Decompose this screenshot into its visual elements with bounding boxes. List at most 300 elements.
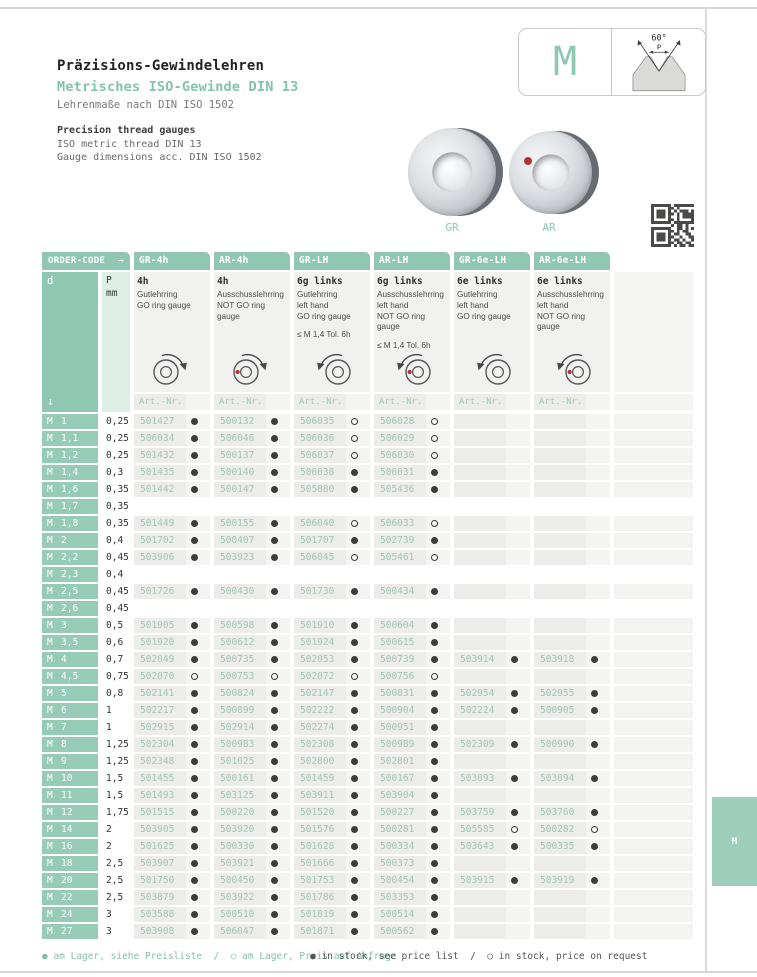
art-nr-cell <box>134 448 210 463</box>
art-nr-cell <box>454 890 530 905</box>
art-nr-cell <box>134 482 210 497</box>
article-number: 500612 <box>220 637 255 648</box>
art-nr-cell <box>374 822 450 837</box>
stock-dot-filled <box>431 707 438 714</box>
art-nr-cell <box>534 601 610 616</box>
art-nr-cell <box>214 567 290 582</box>
stock-dot-hollow <box>431 452 438 459</box>
article-number: 500562 <box>380 926 415 937</box>
row-label: M 2,5 <box>42 584 98 599</box>
article-number: 500831 <box>380 688 415 699</box>
art-nr-cell <box>214 601 290 616</box>
article-number: 506038 <box>300 467 335 478</box>
article-number: 500281 <box>380 824 415 835</box>
trailing-cell <box>614 720 693 735</box>
art-nr-cell <box>134 720 210 735</box>
art-nr-label: Art.-Nr. <box>374 394 450 410</box>
stock-dot-filled <box>511 656 518 663</box>
stock-dot-filled <box>431 469 438 476</box>
art-nr-cell <box>214 771 290 786</box>
table-row <box>42 686 693 701</box>
ring-ccw-dot-icon <box>550 351 594 391</box>
stock-dot-filled <box>271 537 278 544</box>
art-nr-cell <box>294 465 370 480</box>
art-nr-cell <box>454 686 530 701</box>
trailing-cell <box>614 516 693 531</box>
stock-dot-filled <box>191 860 198 867</box>
pitch-value: 2,5 <box>106 858 124 869</box>
art-nr-cell <box>214 890 290 905</box>
stock-dot-filled <box>431 690 438 697</box>
description-line: left hand <box>377 300 409 310</box>
stock-dot-filled <box>431 537 438 544</box>
art-nr-cell <box>134 669 210 684</box>
stock-dot-filled <box>191 639 198 646</box>
trailing-cell <box>614 856 693 871</box>
art-nr-cell <box>454 499 530 514</box>
row-label: M 9 <box>42 754 98 769</box>
table-row <box>42 703 693 718</box>
trailing-cell <box>614 465 693 480</box>
row-label: M 27 <box>42 924 98 939</box>
article-number: 501025 <box>220 756 255 767</box>
article-number: 501625 <box>140 841 175 852</box>
table-row <box>42 550 693 565</box>
article-number: 502217 <box>140 705 175 716</box>
article-number: 500155 <box>220 518 255 529</box>
art-nr-cell <box>374 873 450 888</box>
trailing-cell <box>614 584 693 599</box>
article-number: 506029 <box>380 433 415 444</box>
art-nr-cell <box>374 499 450 514</box>
stock-dot-filled <box>431 724 438 731</box>
art-nr-cell <box>374 414 450 429</box>
stock-dot-filled <box>271 690 278 697</box>
pitch-value: 1 <box>106 705 112 716</box>
stock-dot-filled <box>191 554 198 561</box>
article-number: 501707 <box>300 535 335 546</box>
tolerance-class: 4h <box>137 276 149 287</box>
article-number: 500430 <box>220 586 255 597</box>
art-nr-cell <box>214 924 290 939</box>
art-nr-cell <box>454 448 530 463</box>
art-nr-cell <box>294 822 370 837</box>
stock-dot-filled <box>591 656 598 663</box>
article-number: 500510 <box>220 909 255 920</box>
article-number: 501576 <box>300 824 335 835</box>
article-number: 503093 <box>460 773 495 784</box>
art-nr-cell <box>374 907 450 922</box>
art-nr-cell <box>454 465 530 480</box>
trailing-cell <box>614 788 693 803</box>
art-nr-cell <box>294 414 370 429</box>
table-row <box>42 635 693 650</box>
art-nr-cell <box>534 737 610 752</box>
art-nr-cell <box>214 788 290 803</box>
row-label: M 2,3 <box>42 567 98 582</box>
article-number: 500132 <box>220 416 255 427</box>
description-line: Gutlehrring <box>137 290 178 299</box>
art-nr-cell <box>454 414 530 429</box>
column-description <box>454 272 530 392</box>
row-label: M 11 <box>42 788 98 803</box>
stock-dot-filled <box>351 860 358 867</box>
stock-dot-filled <box>351 792 358 799</box>
art-nr-cell <box>134 550 210 565</box>
art-nr-cell <box>134 822 210 837</box>
table-row <box>42 890 693 905</box>
art-nr-cell <box>374 839 450 854</box>
row-label: M 24 <box>42 907 98 922</box>
art-nr-cell <box>294 669 370 684</box>
stock-dot-filled <box>431 775 438 782</box>
stock-dot-filled <box>431 588 438 595</box>
row-label: M 2,2 <box>42 550 98 565</box>
trailing-cell <box>614 448 693 463</box>
table-row <box>42 839 693 854</box>
article-number: 500373 <box>380 858 415 869</box>
art-nr-cell <box>214 635 290 650</box>
pitch-value: 0,4 <box>106 569 124 580</box>
article-number: 503921 <box>220 858 255 869</box>
trailing-cell <box>614 635 693 650</box>
article-number: 501628 <box>300 841 335 852</box>
pitch-value: 1,75 <box>106 807 129 818</box>
art-nr-cell <box>534 788 610 803</box>
art-nr-cell <box>134 618 210 633</box>
article-number: 503353 <box>380 892 415 903</box>
art-nr-cell <box>374 584 450 599</box>
row-label: M 8 <box>42 737 98 752</box>
art-nr-cell <box>134 924 210 939</box>
stock-dot-filled <box>351 826 358 833</box>
stock-dot-filled <box>191 894 198 901</box>
art-nr-cell <box>534 431 610 446</box>
article-number: 502800 <box>300 756 335 767</box>
art-nr-cell <box>294 499 370 514</box>
art-nr-cell <box>454 431 530 446</box>
article-number: 501910 <box>300 620 335 631</box>
article-number: 503588 <box>140 909 175 920</box>
art-nr-cell <box>214 652 290 667</box>
column-description <box>374 272 450 392</box>
column-description <box>134 272 210 392</box>
table-row <box>42 669 693 684</box>
art-nr-cell <box>134 584 210 599</box>
art-nr-cell <box>454 839 530 854</box>
article-number: 506031 <box>380 467 415 478</box>
p-column-header: P mm <box>102 272 130 412</box>
english-header <box>57 124 299 165</box>
stock-dot-hollow <box>431 673 438 680</box>
column-GR-4h <box>134 252 210 412</box>
art-nr-cell <box>454 516 530 531</box>
stock-dot-filled <box>191 588 198 595</box>
stock-dot-filled <box>431 809 438 816</box>
metric-m-letter: M <box>552 39 578 85</box>
stock-dot-filled <box>431 758 438 765</box>
article-number: 506045 <box>300 552 335 563</box>
art-nr-cell <box>214 584 290 599</box>
article-number: 502222 <box>300 705 335 716</box>
article-number: 501726 <box>140 586 175 597</box>
art-nr-cell <box>214 754 290 769</box>
trailing-column <box>614 252 693 412</box>
art-nr-cell <box>214 516 290 531</box>
article-number: 500454 <box>380 875 415 886</box>
art-nr-cell <box>454 754 530 769</box>
table-row <box>42 754 693 769</box>
column-code-label: GR-4h <box>134 252 210 270</box>
article-number: 506035 <box>300 416 335 427</box>
trailing-cell <box>614 873 693 888</box>
article-number: 506033 <box>380 518 415 529</box>
trailing-cell <box>614 907 693 922</box>
row-label: M 1,8 <box>42 516 98 531</box>
article-number: 502053 <box>300 654 335 665</box>
article-number: 501449 <box>140 518 175 529</box>
ring-ccw-icon <box>470 351 514 391</box>
description-line: left hand <box>457 300 489 310</box>
description-line: Gutlehrring <box>297 290 338 299</box>
art-nr-cell <box>534 635 610 650</box>
art-nr-cell <box>374 635 450 650</box>
article-number: 503905 <box>140 824 175 835</box>
trailing-cell <box>614 414 693 429</box>
row-label: M 2,6 <box>42 601 98 616</box>
column-description <box>534 272 610 392</box>
row-label: M 16 <box>42 839 98 854</box>
article-number: 501427 <box>140 416 175 427</box>
article-number: 503760 <box>540 807 575 818</box>
column-code-label: GR-LH <box>294 252 370 270</box>
stock-dot-filled <box>271 860 278 867</box>
article-number: 501493 <box>140 790 175 801</box>
art-nr-cell <box>374 805 450 820</box>
trailing-cell <box>614 703 693 718</box>
trailing-cell <box>614 431 693 446</box>
stock-dot-filled <box>191 843 198 850</box>
column-AR-4h <box>214 252 290 412</box>
article-number: 500739 <box>380 654 415 665</box>
art-nr-cell <box>374 618 450 633</box>
article-number: 501753 <box>300 875 335 886</box>
stock-dot-filled <box>191 520 198 527</box>
article-number: 500335 <box>540 841 575 852</box>
stock-dot-filled <box>191 486 198 493</box>
art-nr-cell <box>214 822 290 837</box>
row-label: M 4 <box>42 652 98 667</box>
art-nr-cell <box>534 482 610 497</box>
stock-dot-filled <box>271 418 278 425</box>
art-nr-cell <box>214 669 290 684</box>
stock-dot-filled <box>511 690 518 697</box>
stock-dot-filled <box>191 622 198 629</box>
stock-dot-filled <box>431 639 438 646</box>
stock-dot-filled <box>271 452 278 459</box>
stock-dot-hollow <box>271 673 278 680</box>
row-label: M 1,4 <box>42 465 98 480</box>
article-number: 501666 <box>300 858 335 869</box>
art-nr-cell <box>214 873 290 888</box>
art-nr-cell <box>294 550 370 565</box>
stock-dot-hollow <box>431 554 438 561</box>
trailing-cell <box>614 567 693 582</box>
article-number: 501455 <box>140 773 175 784</box>
stock-dot-filled <box>191 928 198 935</box>
art-nr-cell <box>214 839 290 854</box>
table-row <box>42 652 693 667</box>
article-number: 500604 <box>380 620 415 631</box>
article-number: 500450 <box>220 875 255 886</box>
art-nr-cell <box>294 754 370 769</box>
description-line: Ausschusslehrring <box>217 290 284 299</box>
art-nr-cell <box>214 414 290 429</box>
badge-letter-panel <box>519 29 612 95</box>
stock-dot-filled <box>351 928 358 935</box>
column-GR-6e-LH <box>454 252 530 412</box>
column-GR-LH <box>294 252 370 412</box>
row-label: M 1,2 <box>42 448 98 463</box>
stock-dot-filled <box>351 911 358 918</box>
go-ring-gauge-photo <box>408 128 496 216</box>
ring-cw-dot-icon <box>230 351 274 391</box>
article-number: 502915 <box>140 722 175 733</box>
ring-cw-icon <box>150 351 194 391</box>
art-nr-cell <box>294 890 370 905</box>
stock-dot-filled <box>191 877 198 884</box>
article-number: 503920 <box>220 824 255 835</box>
stock-dot-filled <box>351 775 358 782</box>
art-nr-cell <box>294 448 370 463</box>
stock-dot-filled <box>271 554 278 561</box>
art-nr-cell <box>454 618 530 633</box>
art-nr-label: Art.-Nr. <box>454 394 530 410</box>
art-nr-cell <box>374 924 450 939</box>
art-nr-cell <box>214 907 290 922</box>
table-row <box>42 448 693 463</box>
pitch-value: 1,25 <box>106 756 129 767</box>
gauge-label-gr: GR <box>445 221 459 234</box>
pitch-value: 2 <box>106 841 112 852</box>
trailing-cell <box>614 822 693 837</box>
pitch-value: 0,45 <box>106 603 129 614</box>
stock-dot-filled <box>351 656 358 663</box>
art-nr-cell <box>134 788 210 803</box>
art-nr-cell <box>374 856 450 871</box>
art-nr-cell <box>134 533 210 548</box>
page-title-en: Precision thread gauges <box>57 125 196 136</box>
table-row <box>42 822 693 837</box>
art-nr-cell <box>454 856 530 871</box>
trailing-cell <box>614 805 693 820</box>
article-number: 500598 <box>220 620 255 631</box>
page-title: Präzisions-Gewindelehren <box>57 58 265 74</box>
article-number: 505461 <box>380 552 415 563</box>
trailing-cell <box>614 550 693 565</box>
art-nr-cell <box>534 907 610 922</box>
art-nr-cell <box>454 788 530 803</box>
stock-dot-filled <box>351 724 358 731</box>
stock-dot-filled <box>191 418 198 425</box>
art-nr-cell <box>134 737 210 752</box>
page-subtitle: Metrisches ISO-Gewinde DIN 13 <box>57 79 299 95</box>
art-nr-cell <box>374 652 450 667</box>
table-row <box>42 805 693 820</box>
table-row <box>42 601 693 616</box>
art-nr-cell <box>454 805 530 820</box>
stock-dot-filled <box>271 809 278 816</box>
art-nr-cell <box>294 635 370 650</box>
pitch-value: 1,5 <box>106 790 124 801</box>
art-nr-label: Art.-Nr. <box>294 394 370 410</box>
column-code-label: GR-6e-LH <box>454 252 530 270</box>
art-nr-cell <box>534 618 610 633</box>
stock-dot-filled <box>271 758 278 765</box>
article-number: 502141 <box>140 688 175 699</box>
art-nr-cell <box>454 873 530 888</box>
stock-dot-filled <box>271 911 278 918</box>
art-nr-label: Art.-Nr. <box>214 394 290 410</box>
description-line: Gutlehrring <box>457 290 498 299</box>
stock-dot-filled <box>431 894 438 901</box>
art-nr-cell <box>294 856 370 871</box>
art-nr-cell <box>134 890 210 905</box>
article-number: 500220 <box>220 807 255 818</box>
stock-dot-filled <box>271 877 278 884</box>
art-nr-cell <box>294 482 370 497</box>
stock-dot-filled <box>271 741 278 748</box>
article-number: 500735 <box>220 654 255 665</box>
art-nr-cell <box>134 414 210 429</box>
article-number: 501819 <box>300 909 335 920</box>
art-nr-cell <box>214 499 290 514</box>
stock-dot-hollow <box>351 452 358 459</box>
art-nr-cell <box>294 516 370 531</box>
article-number: 502348 <box>140 756 175 767</box>
stock-dot-filled <box>431 622 438 629</box>
art-nr-cell <box>534 839 610 854</box>
angle-label: 60° <box>650 32 667 43</box>
order-code-header: ORDER-CODE → <box>42 252 130 270</box>
art-nr-cell <box>374 720 450 735</box>
stock-dot-hollow <box>351 554 358 561</box>
article-number: 503919 <box>540 875 575 886</box>
art-nr-cell <box>374 669 450 684</box>
row-label: M 7 <box>42 720 98 735</box>
art-nr-cell <box>454 601 530 616</box>
art-nr-cell <box>294 703 370 718</box>
row-label: M 5 <box>42 686 98 701</box>
art-nr-cell <box>534 652 610 667</box>
article-number: 503918 <box>540 654 575 665</box>
art-nr-cell <box>294 584 370 599</box>
art-nr-cell <box>454 533 530 548</box>
stock-dot-hollow <box>351 520 358 527</box>
article-number: 506046 <box>220 433 255 444</box>
description-line: left hand <box>297 300 329 310</box>
description-line: NOT GO ring gauge <box>377 311 426 332</box>
art-nr-cell <box>534 754 610 769</box>
art-nr-cell <box>454 550 530 565</box>
art-nr-cell <box>294 771 370 786</box>
article-number: 503907 <box>140 858 175 869</box>
article-number: 505436 <box>380 484 415 495</box>
table-row <box>42 737 693 752</box>
article-number: 500989 <box>380 739 415 750</box>
stock-dot-hollow <box>191 673 198 680</box>
article-number: 501515 <box>140 807 175 818</box>
